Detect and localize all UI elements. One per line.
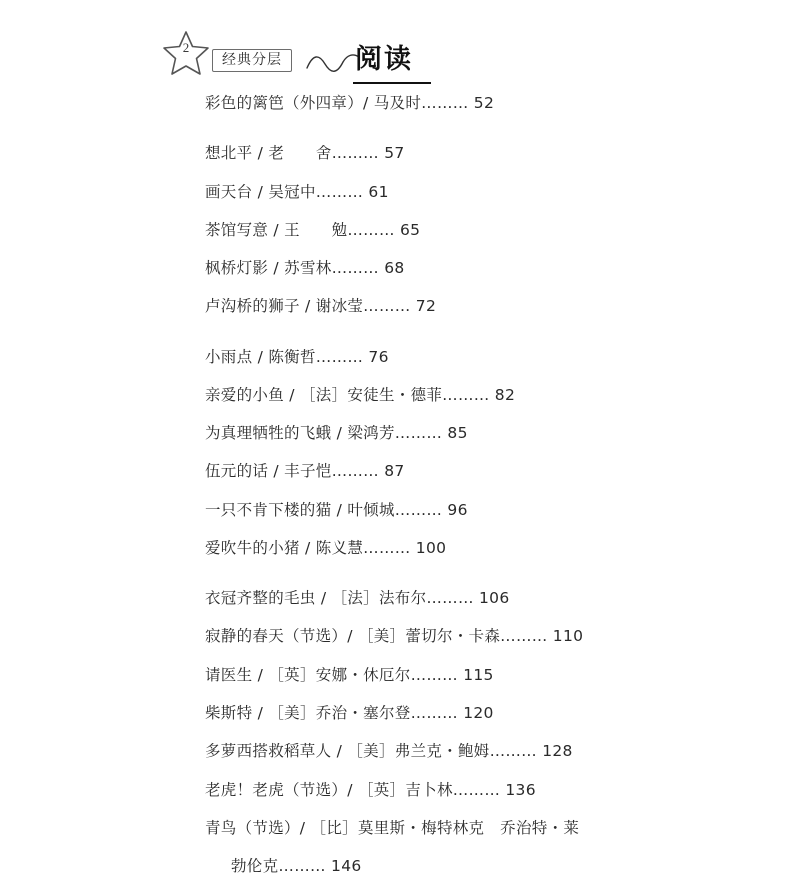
toc-entry-text: 寂静的春天（节选）/ ［美］蕾切尔・卡森……… 110 (205, 627, 584, 646)
toc-group-3 (205, 349, 785, 557)
section-tag: 经典分层 (212, 49, 292, 72)
toc-entry[interactable] (205, 782, 785, 798)
toc-entry-text: 老虎！老虎（节选）/ ［英］吉卜林……… 136 (205, 780, 536, 799)
toc-entry-text: 多萝西搭救稻草人 / ［美］弗兰克・鲍姆……… 128 (205, 742, 573, 761)
toc-entry[interactable] (205, 667, 785, 683)
toc-entry-text: 枫桥灯影 / 苏雪林……… 68 (205, 259, 405, 278)
toc-entry-text: 彩色的篱笆（外四章）/ 马及时……… 52 (205, 94, 495, 112)
toc-entry-text: 请医生 / ［英］安娜・休厄尔……… 115 (205, 665, 494, 684)
toc-group-2 (205, 145, 785, 314)
squiggle-divider-icon (305, 50, 361, 76)
toc-entry[interactable] (205, 260, 785, 276)
toc-entry[interactable] (205, 463, 785, 479)
toc-entry-text: 一只不肯下楼的猫 / 叶倾城……… 96 (205, 500, 468, 519)
title-underline (353, 82, 431, 84)
toc-entry[interactable] (205, 184, 785, 200)
toc-entry[interactable] (205, 95, 785, 111)
toc-entry[interactable] (205, 743, 785, 759)
toc-entry-text: 衣冠齐整的毛虫 / ［法］法布尔……… 106 (205, 589, 510, 608)
toc-entry-text: 小雨点 / 陈衡哲……… 76 (205, 347, 389, 366)
toc-entry-text: 伍元的话 / 丰子恺……… 87 (205, 462, 405, 481)
toc-entry-text: 想北平 / 老 舍……… 57 (205, 144, 405, 163)
toc-entry-text: 茶馆写意 / 王 勉……… 65 (205, 220, 421, 239)
toc-entry-text: 画天台 / 吴冠中……… 61 (205, 182, 389, 201)
toc-entry-text: 勃伦克……… 146 (231, 857, 362, 875)
page-title: 阅读 (355, 44, 413, 75)
toc-entry[interactable] (205, 628, 785, 644)
group-spacer (205, 315, 785, 349)
toc-entry[interactable] (205, 145, 785, 161)
toc-entry-continuation[interactable] (205, 858, 785, 874)
toc-entry-text: 为真理牺牲的飞蛾 / 梁鸿芳……… 85 (205, 424, 468, 443)
toc-entry[interactable] (205, 387, 785, 403)
toc-entry[interactable] (205, 705, 785, 721)
toc-entry-text: 亲爱的小鱼 / ［法］安徒生・德菲……… 82 (205, 385, 516, 404)
star-number: 2 (182, 40, 190, 55)
toc-entry[interactable] (205, 425, 785, 441)
toc-entry[interactable] (205, 540, 785, 556)
group-spacer (205, 556, 785, 590)
page-header (160, 24, 620, 84)
group-spacer (205, 111, 785, 145)
toc-entry[interactable] (205, 349, 785, 365)
toc-entry-text: 青鸟（节选）/ ［比］莫里斯・梅特林克 乔治特・莱 (205, 818, 580, 837)
toc-entry[interactable] (205, 820, 785, 836)
toc-entry-text: 爱吹牛的小猪 / 陈义慧……… 100 (205, 538, 447, 557)
toc-entry-text: 柴斯特 / ［美］乔治・塞尔登……… 120 (205, 703, 494, 722)
toc-entry[interactable] (205, 222, 785, 238)
toc-group-4 (205, 590, 785, 874)
toc-entry-text: 卢沟桥的狮子 / 谢冰莹……… 72 (205, 297, 437, 316)
toc-entry[interactable] (205, 502, 785, 518)
table-of-contents (205, 95, 785, 874)
toc-entry[interactable] (205, 590, 785, 606)
toc-group-1 (205, 95, 785, 111)
toc-entry[interactable] (205, 298, 785, 314)
